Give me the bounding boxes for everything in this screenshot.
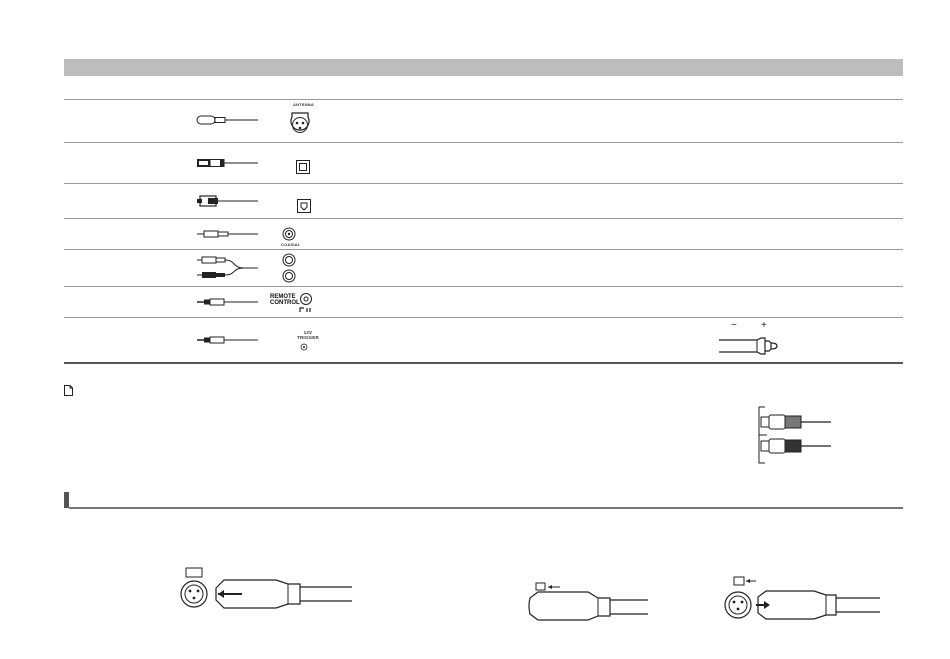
coaxial-jack-label: COAXIAL: [281, 242, 301, 247]
remote-control-label: [270, 294, 300, 306]
usb-jack-icon: [296, 160, 310, 174]
row-divider-2: [64, 183, 903, 184]
rca-jack-white-icon: [282, 253, 296, 267]
xlr-insert-illustration: [176, 566, 356, 622]
trigger-label-line2: TRIGGER: [297, 335, 319, 340]
xlr-plug-release-illustration: [524, 578, 650, 624]
trigger-label-line1: 12V: [303, 330, 313, 335]
table-header-bar: [64, 59, 903, 76]
mini-plug-icon: [196, 297, 260, 307]
table-bottom-rule: [64, 362, 903, 364]
stereo-rca-plug-icon: [196, 254, 262, 282]
usb-plug-icon: [196, 157, 260, 169]
row-divider-6: [64, 317, 903, 318]
optical-jack-icon: [297, 199, 311, 213]
remote-control-label-line1: REMOTE: [270, 294, 296, 300]
trigger-label: [297, 330, 319, 340]
row-divider-1: [64, 142, 903, 143]
xlr-plug-icon: [196, 113, 260, 127]
polarity-minus: −: [731, 320, 737, 331]
rca-jack-red-icon: [282, 269, 296, 283]
xlr-jack-icon: [288, 110, 312, 136]
trigger-jack-icon: [300, 343, 308, 351]
row-divider-3: [64, 218, 903, 219]
note-icon: [64, 385, 73, 396]
mini-plug-polarity-diagram: [719, 335, 781, 357]
polarity-plus: +: [761, 320, 767, 331]
table-top-rule: [64, 99, 903, 100]
optical-plug-icon: [196, 194, 260, 208]
remote-control-label-line2: CONTROL: [270, 300, 300, 306]
xlr-remove-illustration: [722, 573, 882, 627]
row-divider-4: [64, 249, 903, 250]
xlr-jack-label: ANTENNA: [293, 102, 314, 107]
trigger-plug-icon: [196, 335, 260, 345]
row-divider-5: [64, 286, 903, 287]
coaxial-jack-icon: [282, 227, 296, 241]
coaxial-plug-icon: [196, 229, 260, 239]
section-rule: [69, 507, 903, 509]
section-marker: [64, 492, 69, 508]
remote-control-jack-icon: [299, 292, 315, 314]
rca-cable-pair-illustration: [755, 405, 833, 467]
